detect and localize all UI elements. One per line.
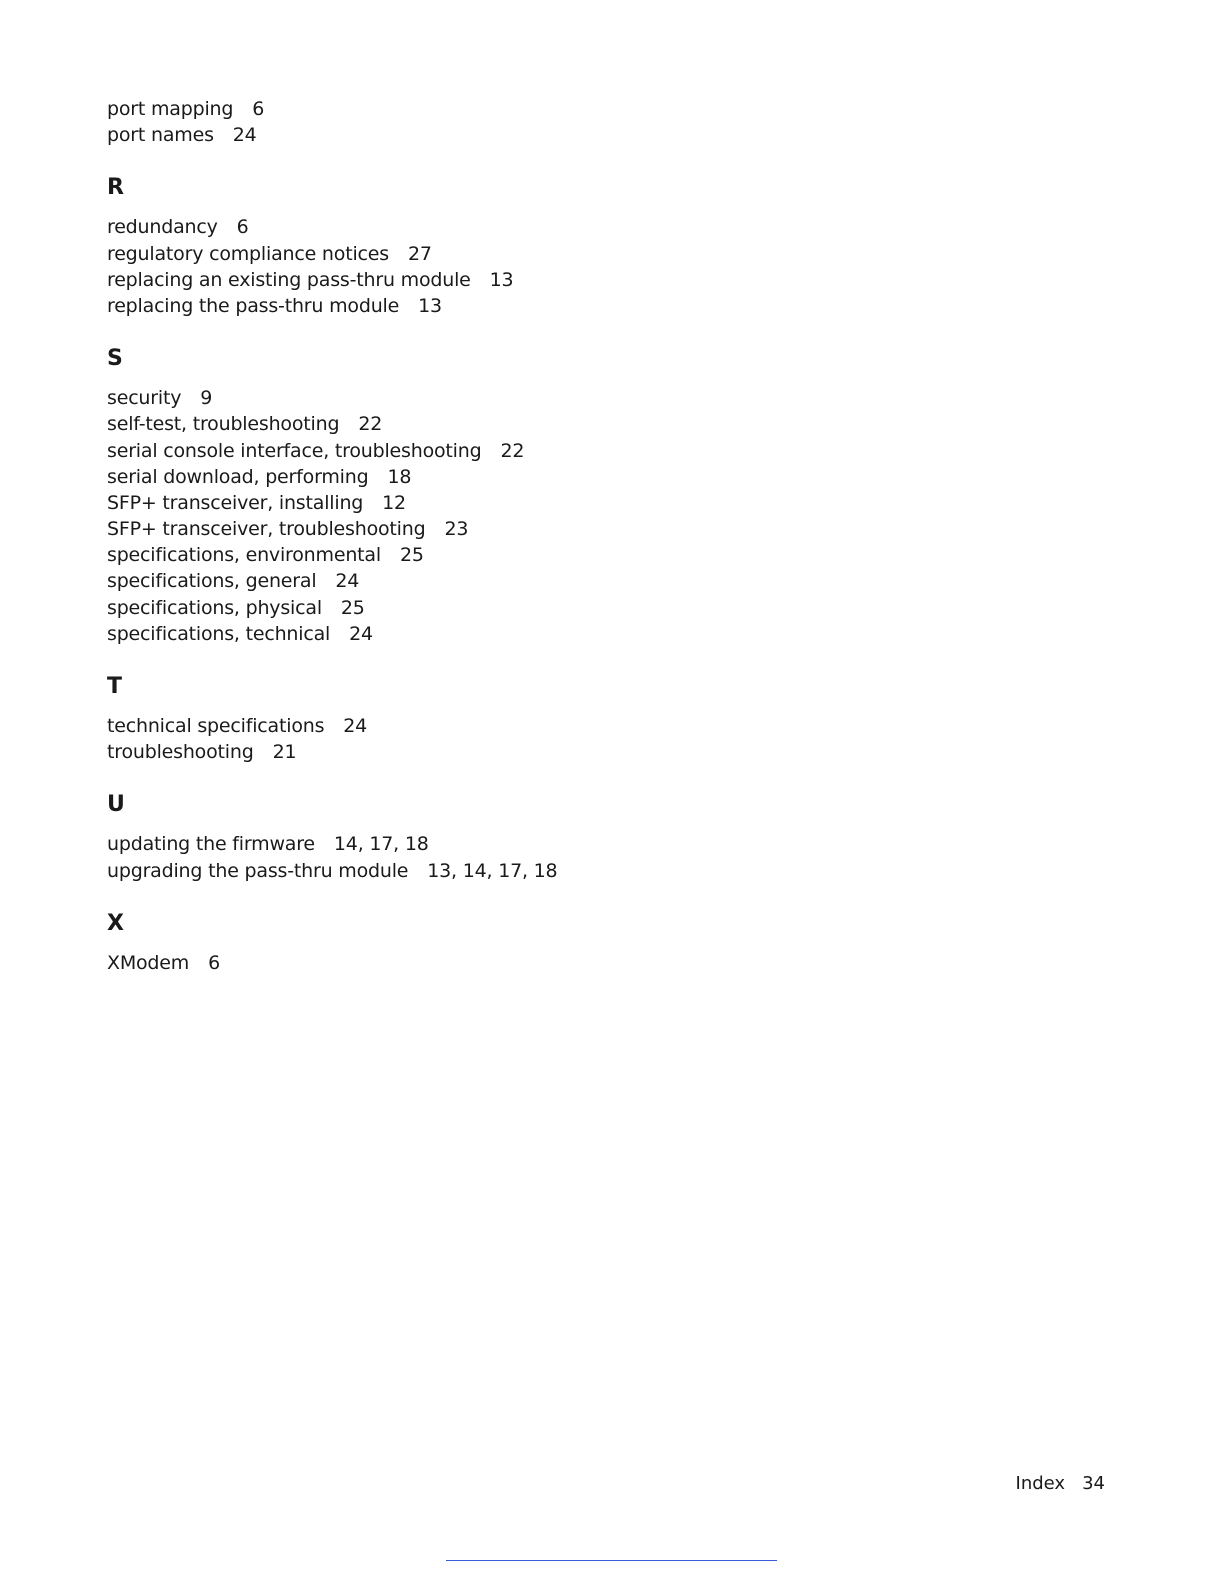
index-entry: [107, 96, 1007, 122]
index-letter-heading: U: [107, 792, 125, 818]
index-section: [107, 345, 1007, 647]
index-entry-term: port names: [107, 124, 214, 147]
index-entry: [107, 214, 1007, 240]
footer-label: Index: [1015, 1473, 1066, 1494]
index-entry-term: specifications, physical: [107, 596, 322, 619]
index-entry-pages[interactable]: 14, 17, 18: [333, 833, 429, 856]
index-entry-pages[interactable]: 23: [444, 518, 469, 541]
index-entry: [107, 411, 1007, 437]
index-entry-term: troubleshooting: [107, 741, 254, 764]
index-entry-pages[interactable]: 18: [387, 465, 412, 488]
index-section: [107, 174, 1007, 319]
index-entry-pages[interactable]: 24: [335, 570, 360, 593]
index-entry-term: port mapping: [107, 98, 234, 120]
index-entry-pages[interactable]: 9: [200, 387, 213, 410]
index-entry-term: XModem: [107, 951, 190, 974]
index-entry-pages[interactable]: 13, 14, 17, 18: [427, 859, 558, 882]
index-entry-pages[interactable]: 13: [418, 294, 442, 317]
index-entry-term: updating the firmware: [107, 833, 315, 856]
index-entry-term: self-test, troubleshooting: [107, 413, 340, 436]
index-entry-pages[interactable]: 24: [349, 622, 373, 645]
index-letter-heading: T: [107, 674, 123, 699]
index-entry: [107, 516, 1007, 542]
bottom-rule: [446, 1560, 777, 1561]
footer-page-number: 34: [1082, 1473, 1105, 1494]
index-entry: [107, 385, 1007, 411]
index-entry-pages[interactable]: 27: [407, 242, 432, 265]
index-entry-pages[interactable]: 22: [358, 413, 383, 436]
index-entry-term: SFP+ transceiver, installing: [107, 491, 364, 514]
index-entry: [107, 267, 1007, 293]
index-entry-pages[interactable]: 22: [500, 439, 525, 462]
index-entry-pages[interactable]: 24: [343, 715, 368, 737]
index-entry: [107, 542, 1007, 568]
index-entry-pages[interactable]: 25: [399, 544, 424, 567]
index-entry: [107, 858, 1007, 884]
index-entry-term: replacing an existing pass-thru module: [107, 268, 471, 291]
index-entry: [107, 490, 1007, 516]
index-entry-term: specifications, technical: [107, 622, 331, 645]
index-entry-pages[interactable]: 6: [208, 951, 220, 974]
index-letter-heading: R: [107, 175, 124, 201]
index-entry: [107, 438, 1007, 464]
index-entry-pages[interactable]: 6: [236, 216, 249, 239]
index-entry-term: upgrading the pass-thru module: [107, 859, 409, 882]
index-letter-heading: X: [107, 910, 124, 936]
index-entry-term: specifications, environmental: [107, 544, 381, 567]
index-entry: [107, 568, 1007, 594]
index-entry-term: serial console interface, troubleshooting: [107, 439, 482, 462]
index-entry: [107, 621, 1007, 647]
index-entry: [107, 713, 1007, 739]
index-entry-term: security: [107, 387, 182, 410]
page-footer: [1016, 1472, 1105, 1496]
index-entry-term: regulatory compliance notices: [107, 242, 389, 265]
index-entry-pages[interactable]: 24: [232, 124, 257, 147]
index-entry: [107, 293, 1007, 319]
index-entry: [107, 595, 1007, 621]
index-entry-term: SFP+ transceiver, troubleshooting: [107, 518, 426, 541]
index-entry: [107, 122, 1007, 148]
index-entry: [107, 464, 1007, 490]
index-entry-pages[interactable]: 25: [340, 596, 365, 619]
index-entry: [107, 241, 1007, 267]
index-section: [107, 791, 1007, 883]
index-section: [107, 910, 1007, 976]
index-entry: [107, 739, 1007, 765]
index-entry-pages[interactable]: 6: [252, 98, 265, 120]
index-entry-pages[interactable]: 13: [489, 268, 514, 291]
index-entry-pages[interactable]: 21: [272, 741, 297, 764]
index-section: [107, 673, 1007, 765]
index-entry-term: replacing the pass-thru module: [107, 294, 400, 317]
index-content: [107, 96, 1007, 976]
index-letter-heading: S: [107, 346, 123, 372]
index-entry-pages[interactable]: 12: [382, 491, 406, 514]
index-entry: [107, 831, 1007, 857]
index-entry-term: serial download, performing: [107, 465, 369, 488]
index-entry-term: redundancy: [107, 216, 218, 239]
index-entry-term: technical specifications: [107, 715, 325, 737]
index-entry-term: specifications, general: [107, 570, 317, 593]
index-entry: [107, 950, 1007, 976]
